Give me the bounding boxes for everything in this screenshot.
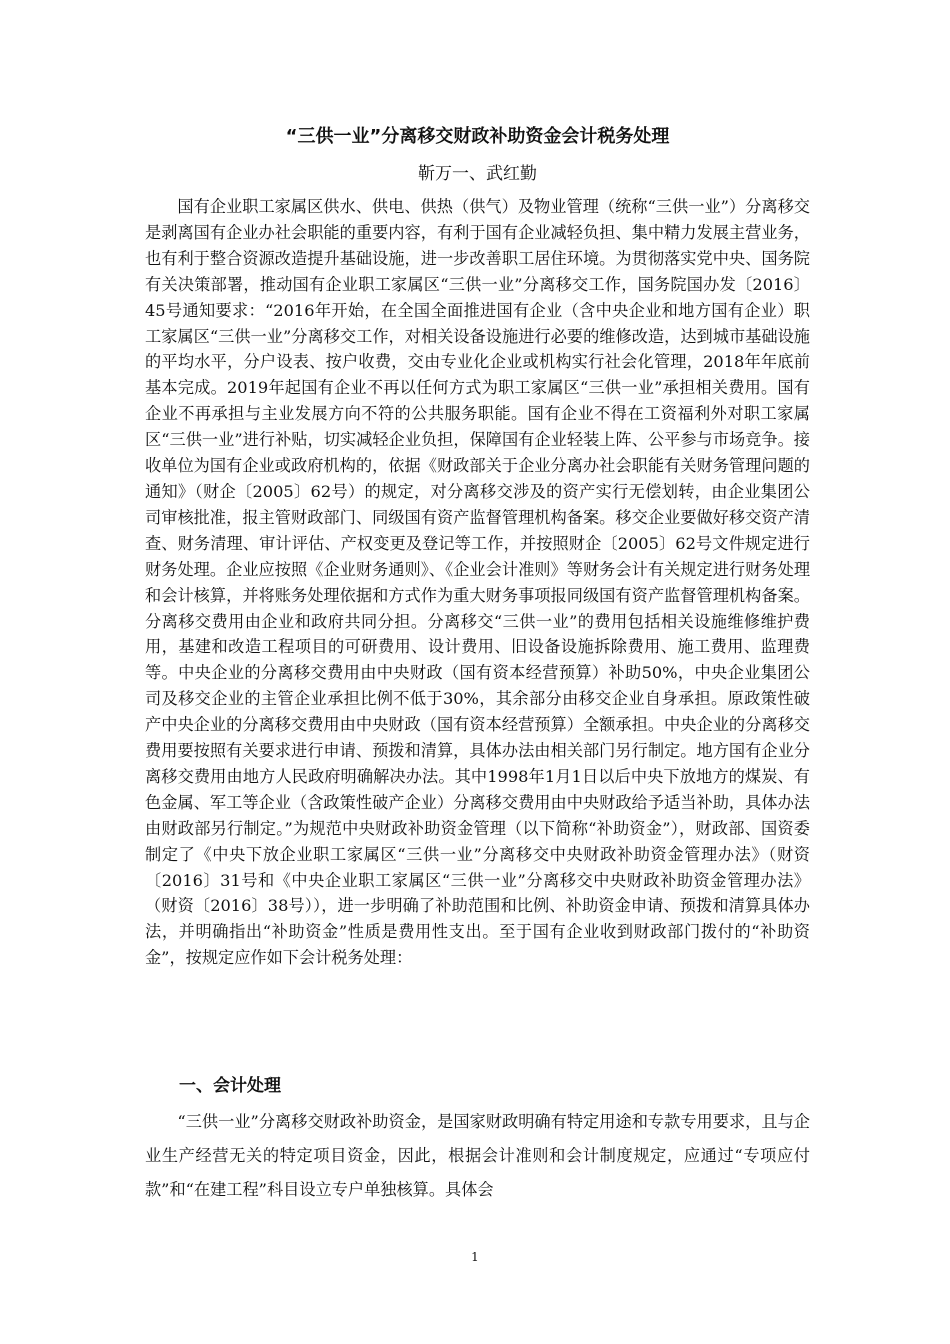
- document-title: “三供一业”分离移交财政补助资金会计税务处理: [285, 126, 670, 147]
- document-authors: 靳万一、武红勤: [418, 164, 537, 184]
- intro-paragraph: 国有企业职工家属区供水、供电、供热（供气）及物业管理（统称“三供一业”）分离移交是剥离国有企业办社会职能的重要内容，有利于国有企业减轻负担、集中精力发展主营业务，也有利于整合资源改造提升基础设施，进一步改善职工居住环境。为贯彻落实党中央、国务院有关决策部署，推动国有企业职工家属区“三供一业”分离移交工作，国务院国办发〔2016〕45号通知要求：“2016年开始，在全国全面推进国有企业（含中央企业和地方国有企业）职工家属区“三供一业”分离移交工作，对相关设备设施进行必要的维修改造，达到城市基础设施的平均水平，分户设表、按户收费，交由专业化企业或机构实行社会化管理，2018年年底前基本完成。2019年起国有企业不再以任何方式为职工家属区“三供一业”承担相关费用。国有企业不再承担与主业发展方向不符的公共服务职能。国有企业不得在工资福利外对职工家属区“三供一业”进行补贴，切实减轻企业负担，保障国有企业轻装上阵、公平参与市场竞争。接收单位为国有企业或政府机构的，依据《财政部关于企业分离办社会职能有关财务管理问题的通知》（财企〔2005〕62号）的规定，对分离移交涉及的资产实行无偿划转，由企业集团公司审核批准，报主管财政部门、同级国有资产监督管理机构备案。移交企业要做好移交资产清查、财务清理、审计评估、产权变更及登记等工作，并按照财企〔2005〕62号文件规定进行财务处理。企业应按照《企业财务通则》、《企业会计准则》等财务会计有关规定进行财务处理和会计核算，并将账务处理依据和方式作为重大财务事项报同级国有资产监督管理机构备案。分离移交费用由企业和政府共同分担。分离移交“三供一业”的费用包括相关设施维修维护费用，基建和改造工程项目的可研费用、设计费用、旧设备设施拆除费用、施工费用、监理费等。中央企业的分离移交费用由中央财政（国有资本经营预算）补助50%，中央企业集团公司及移交企业的主管企业承担比例不低于30%，其余部分由移交企业自身承担。原政策性破产中央企业的分离移交费用由中央财政（国有资本经营预算）全额承担。中央企业的分离移交费用要按照有关要求进行申请、预拨和清算，具体办法由相关部门另行制定。地方国有企业分离移交费用由地方人民政府明确解决办法。其中1998年1月1日以后中央下放地方的煤炭、有色金属、军工等企业（含政策性破产企业）分离移交费用由中央财政给予适当补助，具体办法由财政部另行制定。”为规范中央财政补助资金管理（以下简称“补助资金”），财政部、国资委制定了《中央下放企业职工家属区“三供一业”分离移交中央财政补助资金管理办法》（财资〔2016〕31号和《中央企业职工家属区“三供一业”分离移交中央财政补助资金管理办法》（财资〔2016〕38号）），进一步明确了补助范围和比例、补助资金申请、预拨和清算具体办法，并明确指出“补助资金”性质是费用性支出。至于国有企业收到财政部门拨付的“补助资金”，按规定应作如下会计税务处理：: [145, 197, 810, 968]
- page-number: 1: [471, 1250, 479, 1264]
- section-heading: 一、会计处理: [179, 1076, 281, 1096]
- section-paragraph: “三供一业”分离移交财政补助资金，是国家财政明确有特定用途和专款专用要求，且与企业生产经营无关的特定项目资金，因此，根据会计准则和会计制度规定，应通过“专项应付款”和“在建工程”科目设立专户单独核算。具体会: [145, 1112, 810, 1199]
